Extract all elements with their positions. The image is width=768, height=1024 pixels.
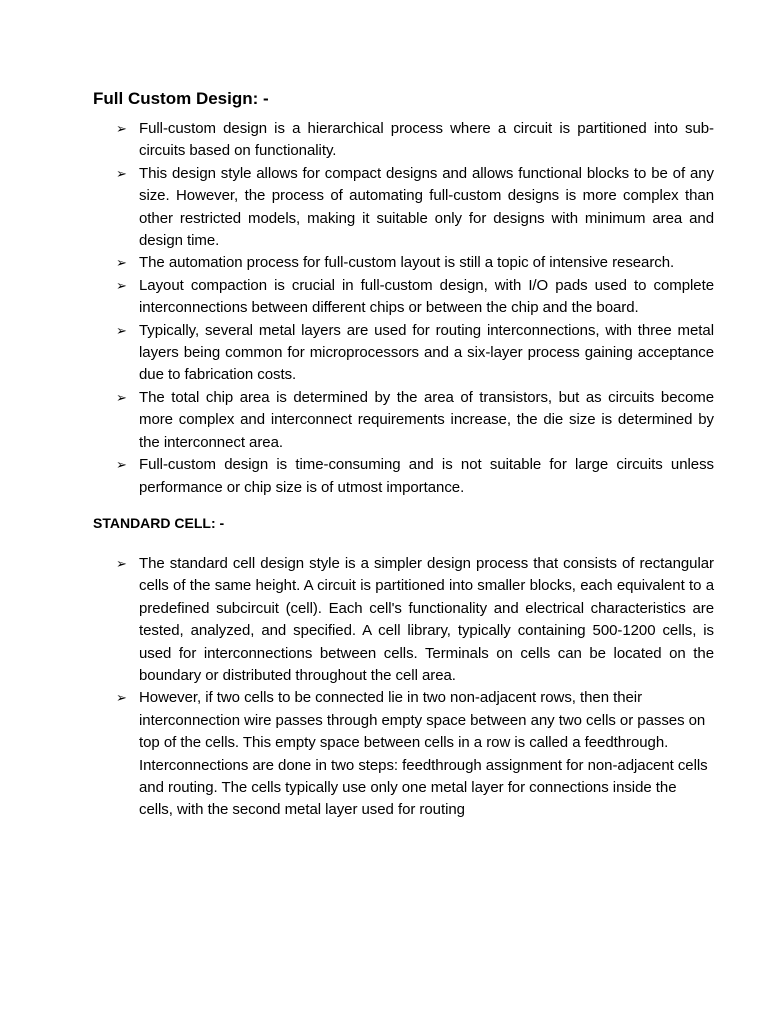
- arrow-bullet-icon: ➢: [116, 255, 127, 271]
- list-item: [116, 275, 714, 320]
- list-item-text: Full-custom design is a hierarchical process where a circuit is partitioned into sub-circuits based on functionality.: [139, 120, 714, 160]
- spacer: [93, 499, 714, 512]
- full-custom-bullet-list: [93, 118, 714, 499]
- standard-cell-bullet-list: [93, 553, 714, 822]
- list-item: [116, 252, 714, 274]
- list-item-text: Layout compaction is crucial in full-custom design, with I/O pads used to complete interconnections between different chips or between the chip and the board.: [139, 276, 714, 317]
- arrow-bullet-icon: ➢: [116, 457, 127, 473]
- list-item: [116, 118, 714, 163]
- arrow-bullet-icon: ➢: [116, 121, 127, 136]
- list-item: [116, 163, 714, 253]
- list-item: [116, 687, 714, 821]
- arrow-bullet-icon: ➢: [116, 555, 127, 571]
- list-item: [116, 553, 714, 687]
- spacer: [93, 534, 714, 553]
- list-item-text: The automation process for full-custom layout is still a topic of intensive research.: [139, 254, 675, 272]
- list-item-text: However, if two cells to be connected lie in two non-adjacent rows, then their interconnection wire passes through empty space between any two cells or passes on top of the cells. This empty space between cells in a row is called a feedthrough. Interconnections are done in two steps: feedthrough assignment for non-adjacent cells and routing. The cells typically use only one metal layer for connections inside the cells, with the second metal layer used for routing: [139, 689, 708, 819]
- list-item: [116, 387, 714, 454]
- arrow-bullet-icon: ➢: [116, 165, 127, 181]
- list-item-text: The total chip area is determined by the area of transistors, but as circuits become more complex and interconnect requirements increase, the die size is determined by the interconnect area.: [139, 388, 714, 451]
- list-item-text: This design style allows for compact designs and allows functional blocks to be of any size. However, the process of automating full-custom designs is more complex than other restricted models, making it suitable only for designs with minimum area and design time.: [139, 164, 714, 250]
- arrow-bullet-icon: ➢: [116, 389, 127, 405]
- list-item: [116, 320, 714, 387]
- list-item-text: The standard cell design style is a simpler design process that consists of rectangular cells of the same height. A circuit is partitioned into smaller blocks, each equivalent to a predefined subcircuit (cell). Each cell's functionality and electrical characteristics are tested, analyzed, and specified. A cell library, typically containing 500-1200 cells, is used for interconnections between cells. Terminals on cells can be located on the boundary or distributed throughout the cell area.: [139, 554, 714, 684]
- arrow-bullet-icon: ➢: [116, 690, 127, 706]
- list-item-text: Full-custom design is time-consuming and is not suitable for large circuits unless performance or chip size is of utmost importance.: [139, 456, 714, 496]
- section-heading-standard-cell: STANDARD CELL: -: [93, 514, 225, 531]
- arrow-bullet-icon: ➢: [116, 277, 127, 293]
- list-item: [116, 454, 714, 499]
- list-item-text: Typically, several metal layers are used for routing interconnections, with three metal layers being common for microprocessors and a six-layer process gaining acceptance due to fabrication costs.: [139, 321, 714, 384]
- section-heading-full-custom: Full Custom Design: -: [93, 89, 269, 108]
- arrow-bullet-icon: ➢: [116, 322, 127, 338]
